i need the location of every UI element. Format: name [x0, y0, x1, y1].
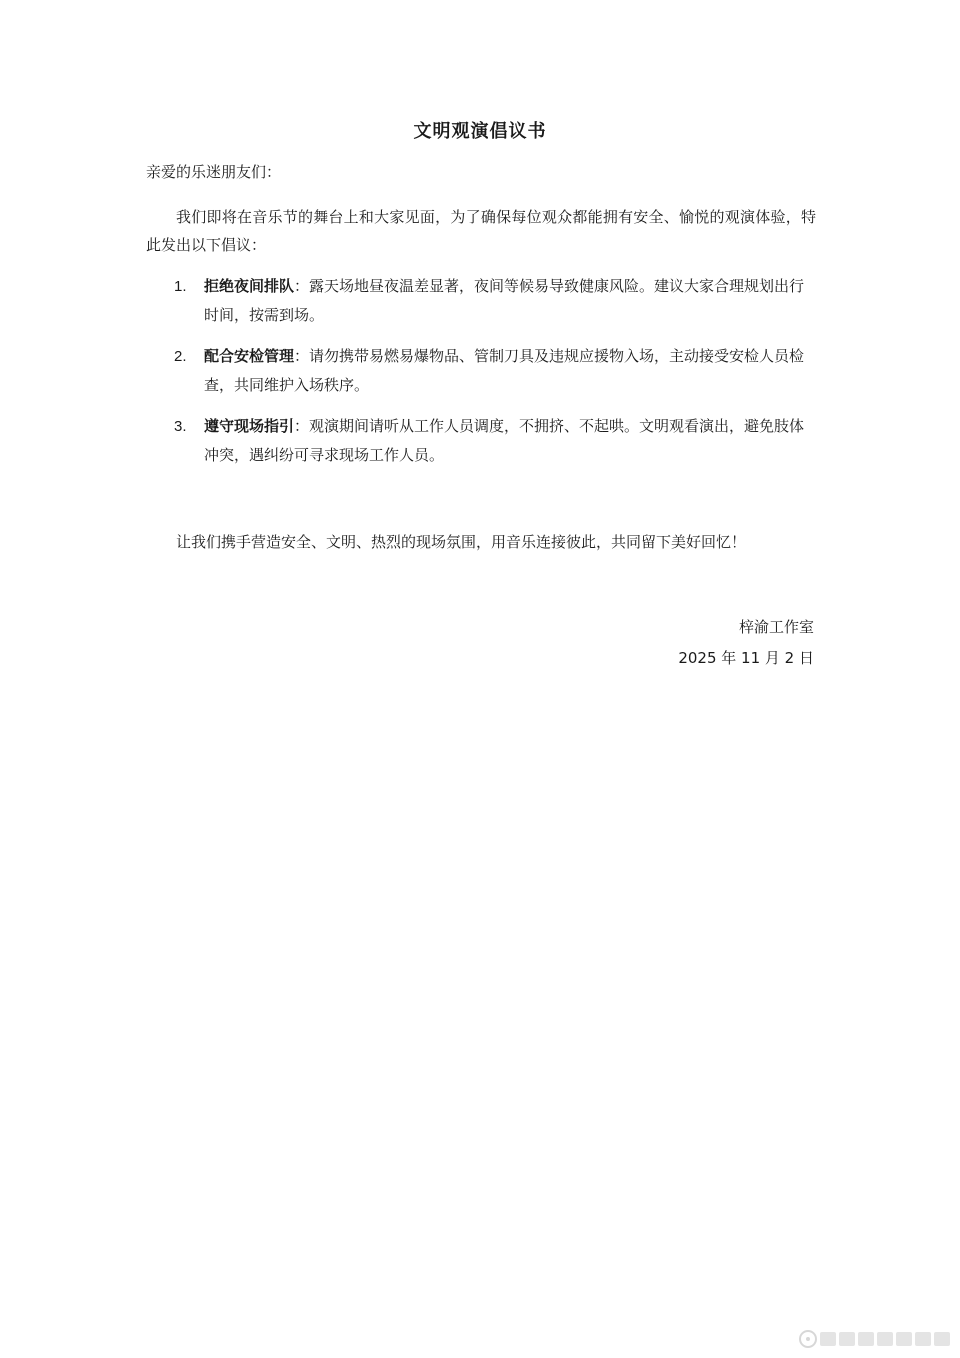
- document-title: 文明观演倡议书: [413, 121, 547, 142]
- proposal-body: ：露天场地昼夜温差显著，夜间等候易导致健康风险。建议大家合理规划出行时间，按需到场。: [204, 277, 805, 324]
- watermark-mark: [839, 1332, 855, 1346]
- proposal-list: [146, 272, 816, 482]
- proposal-body: ：观演期间请听从工作人员调度，不拥挤、不起哄。文明观看演出，避免肢体冲突，遇纠纷可寻求现场工作人员。: [204, 417, 805, 464]
- proposal-body: ：请勿携带易燃易爆物品、管制刀具及违规应援物入场，主动接受安检人员检查，共同维护入场秩序。: [204, 347, 805, 394]
- watermark-mark: [915, 1332, 931, 1346]
- signature-block: [678, 612, 814, 674]
- proposal-number: 3.: [174, 418, 187, 435]
- proposal-item: [146, 342, 816, 400]
- proposal-item: [146, 412, 816, 470]
- watermark-mark: [820, 1332, 836, 1346]
- proposal-item: [146, 272, 816, 330]
- watermark: [799, 1328, 950, 1350]
- intro-paragraph: 我们即将在音乐节的舞台上和大家见面，为了确保每位观众都能拥有安全、愉悦的观演体验，特此发出以下倡议：: [146, 208, 816, 254]
- proposal-number: 2.: [174, 348, 187, 365]
- closing-paragraph: 让我们携手营造安全、文明、热烈的现场氛围，用音乐连接彼此，共同留下美好回忆！: [176, 533, 747, 551]
- salutation: 亲爱的乐迷朋友们：: [146, 163, 282, 181]
- proposal-heading: 配合安检管理: [204, 347, 295, 365]
- watermark-mark: [877, 1332, 893, 1346]
- signature-org: 梓渝工作室: [738, 618, 814, 636]
- proposal-heading: 拒绝夜间排队: [204, 277, 295, 295]
- proposal-number: 1.: [174, 278, 187, 295]
- watermark-mark: [934, 1332, 950, 1346]
- weibo-watermark-icon: [799, 1330, 817, 1348]
- watermark-mark: [858, 1332, 874, 1346]
- watermark-mark: [896, 1332, 912, 1346]
- signature-date: 2025 年 11 月 2 日: [678, 649, 814, 667]
- proposal-heading: 遵守现场指引: [204, 417, 295, 435]
